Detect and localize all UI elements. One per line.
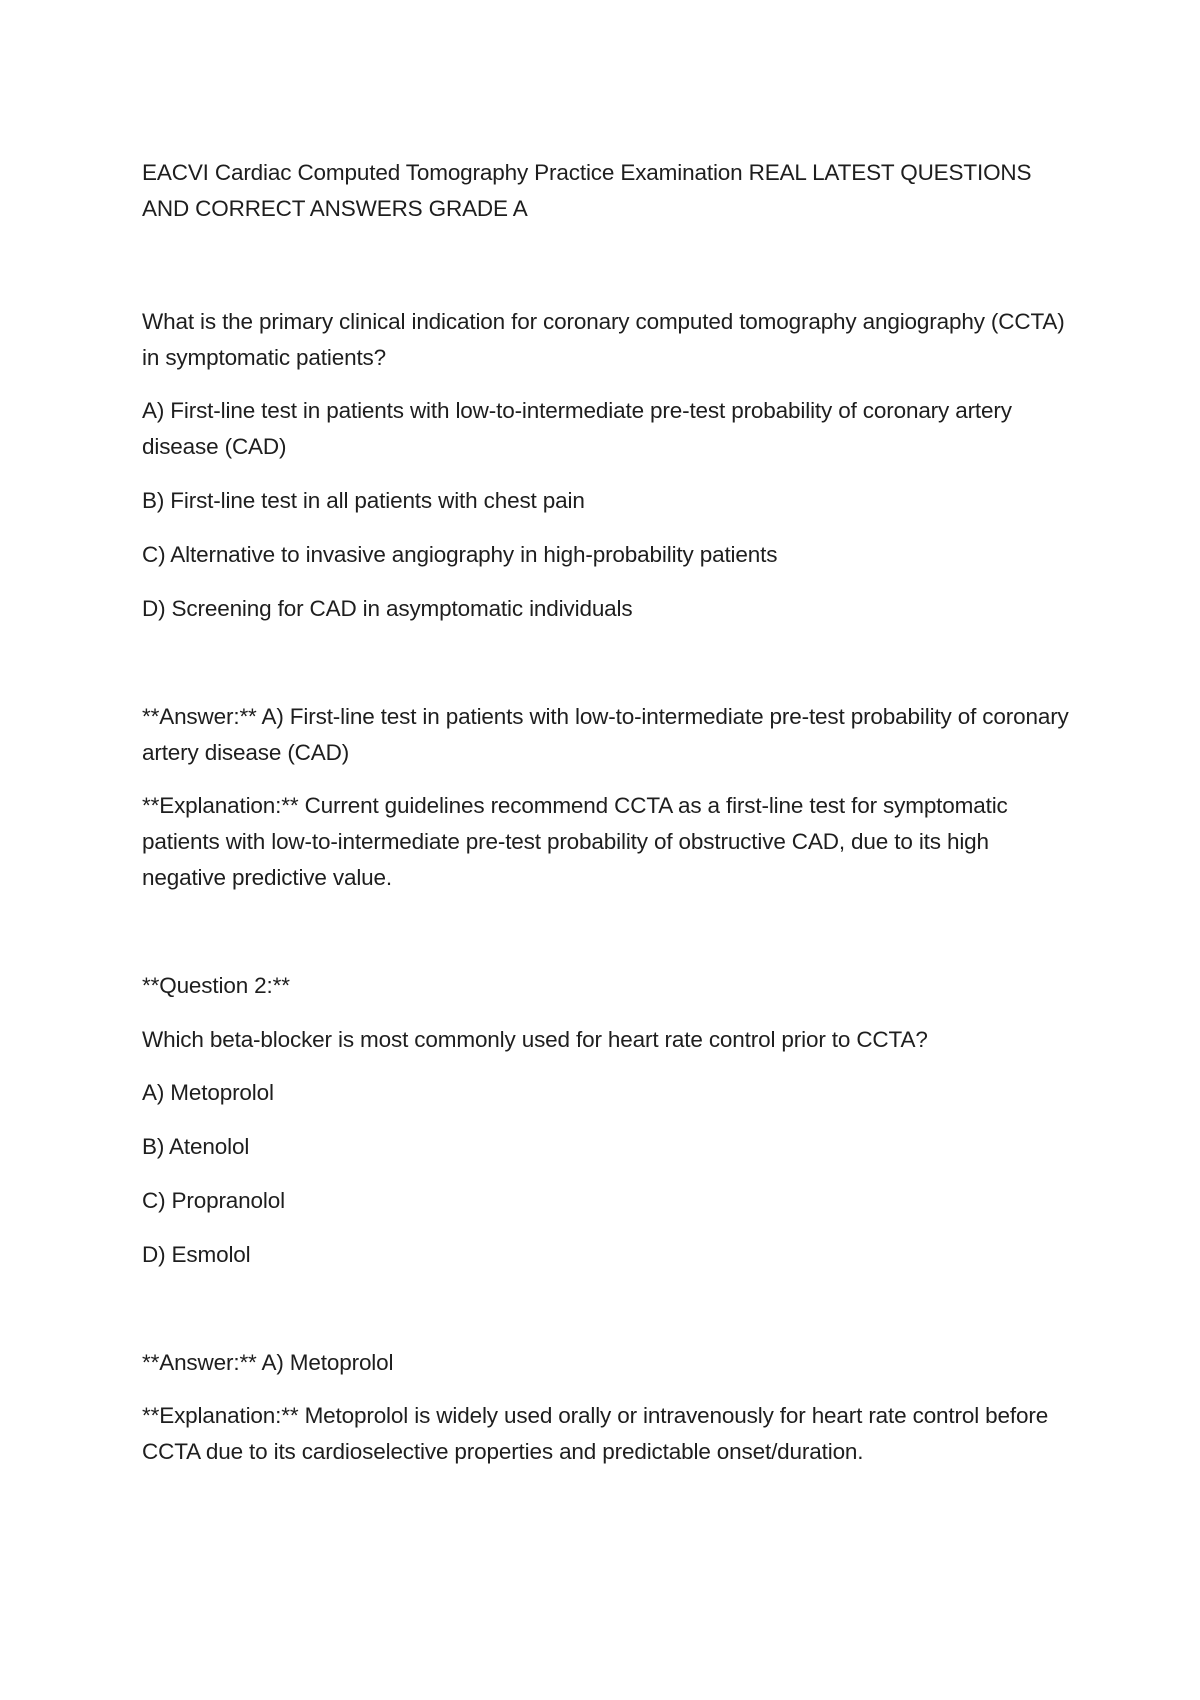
question-text: What is the primary clinical indication for coronary computed tomography angiography (CCTA) in symptomatic patients? — [142, 309, 1065, 370]
option-c: C) Alternative to invasive angiography in high-probability patients — [142, 542, 778, 567]
option-d: D) Screening for CAD in asymptomatic individuals — [142, 596, 633, 621]
question-heading: **Question 2:** — [142, 973, 290, 998]
document-body — [142, 155, 1077, 1542]
option-b: B) First-line test in all patients with chest pain — [142, 488, 585, 513]
answer-text: **Answer:** A) First-line test in patients with low-to-intermediate pre-test probability of coronary artery disease (CAD) — [142, 704, 1069, 765]
option-c: C) Propranolol — [142, 1188, 285, 1213]
explanation-text: **Explanation:** Metoprolol is widely used orally or intravenously for heart rate control before CCTA due to its cardioselective properties and predictable onset/duration. — [142, 1403, 1049, 1464]
option-d: D) Esmolol — [142, 1242, 251, 1267]
answer-text: **Answer:** A) Metoprolol — [142, 1350, 394, 1375]
document-title: EACVI Cardiac Computed Tomography Practice Examination REAL LATEST QUESTIONS AND CORRECT ANSWERS GRADE A — [142, 160, 1032, 221]
explanation-text: **Explanation:** Current guidelines recommend CCTA as a first-line test for symptomatic patients with low-to-intermediate pre-test probability of obstructive CAD, due to its high negative predictive value. — [142, 793, 1008, 890]
option-a: A) Metoprolol — [142, 1080, 274, 1105]
question-block-2 — [142, 968, 1077, 1470]
option-b: B) Atenolol — [142, 1134, 250, 1159]
question-block-1 — [142, 304, 1077, 896]
question-text: Which beta-blocker is most commonly used for heart rate control prior to CCTA? — [142, 1027, 928, 1052]
option-a: A) First-line test in patients with low-to-intermediate pre-test probability of coronary artery disease (CAD) — [142, 398, 1012, 459]
